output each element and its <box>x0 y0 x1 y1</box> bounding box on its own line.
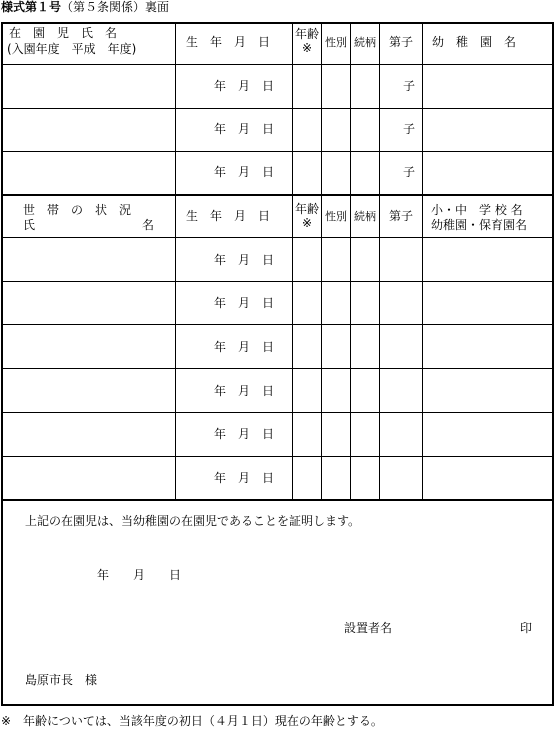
certification-date: 年 月 日 <box>97 568 182 582</box>
divider <box>1 368 554 369</box>
column-line <box>175 22 176 500</box>
header-age: 年齢 <box>294 202 319 216</box>
divider <box>1 108 554 109</box>
header-given-name: 名 <box>142 218 155 232</box>
form-title <box>1 0 169 14</box>
form-subtitle: （第５条関係）裏面 <box>61 0 170 14</box>
border-bottom <box>1 704 554 706</box>
header-household-status: 世 帯 の 状 況 <box>23 203 132 217</box>
form-number: 様式第１号 <box>1 0 62 14</box>
header-relation: 続柄 <box>354 210 376 223</box>
row-birth-date: 年 月 日 <box>214 79 275 93</box>
header-age: 年齢 <box>294 27 319 41</box>
seal-mark: 印 <box>520 621 533 635</box>
column-line <box>292 22 293 500</box>
divider <box>1 324 554 325</box>
row-birth-date: 年 月 日 <box>214 340 275 354</box>
age-footnote: ※ 年齢については、当該年度の初日（４月１日）現在の年齢とする。 <box>1 714 383 728</box>
form-table <box>1 22 554 706</box>
row-birth-date: 年 月 日 <box>214 165 275 179</box>
header-birth-date: 生 年 月 日 <box>186 35 271 49</box>
divider <box>1 281 554 282</box>
header-nursery-name: 幼稚園・保育園名 <box>431 218 528 232</box>
header-school-name: 小・中 学 校 名 <box>431 203 523 217</box>
header-child-name: 在 園 児 氏 名 <box>9 26 118 40</box>
divider <box>1 456 554 457</box>
header-enrollment-year: (入園年度 平成 年度) <box>7 42 137 56</box>
column-line <box>379 22 380 500</box>
header-relation: 続柄 <box>354 36 376 49</box>
header-sex: 性別 <box>325 36 347 49</box>
border-top <box>1 22 554 24</box>
header-sex: 性別 <box>325 210 347 223</box>
section-divider <box>1 194 554 196</box>
divider <box>1 64 554 65</box>
header-kindergarten-name: 幼 稚 園 名 <box>432 35 517 49</box>
divider <box>1 412 554 413</box>
border-right <box>552 22 554 706</box>
column-line <box>321 22 322 500</box>
row-birth-date: 年 月 日 <box>214 427 275 441</box>
installer-name-label: 設置者名 <box>344 621 393 635</box>
column-line <box>422 22 423 500</box>
row-birth-date: 年 月 日 <box>214 253 275 267</box>
row-child-order: 子 <box>402 165 415 179</box>
addressee: 島原市長 様 <box>25 673 98 687</box>
header-age-note: ※ <box>301 216 313 230</box>
header-birth-date: 生 年 月 日 <box>186 209 271 223</box>
border-left <box>1 22 3 706</box>
divider <box>1 151 554 152</box>
row-birth-date: 年 月 日 <box>214 471 275 485</box>
row-birth-date: 年 月 日 <box>214 122 275 136</box>
section-divider <box>1 499 554 501</box>
row-birth-date: 年 月 日 <box>214 384 275 398</box>
header-age-note: ※ <box>301 41 313 55</box>
divider <box>1 237 554 238</box>
certification-statement: 上記の在園児は、当幼稚園の在園児であることを証明します。 <box>25 514 361 528</box>
row-child-order: 子 <box>402 79 415 93</box>
column-line <box>350 22 351 500</box>
header-child-order: 第子 <box>388 35 413 49</box>
row-child-order: 子 <box>402 122 415 136</box>
header-surname: 氏 <box>23 218 36 232</box>
row-birth-date: 年 月 日 <box>214 296 275 310</box>
header-child-order: 第子 <box>388 209 413 223</box>
